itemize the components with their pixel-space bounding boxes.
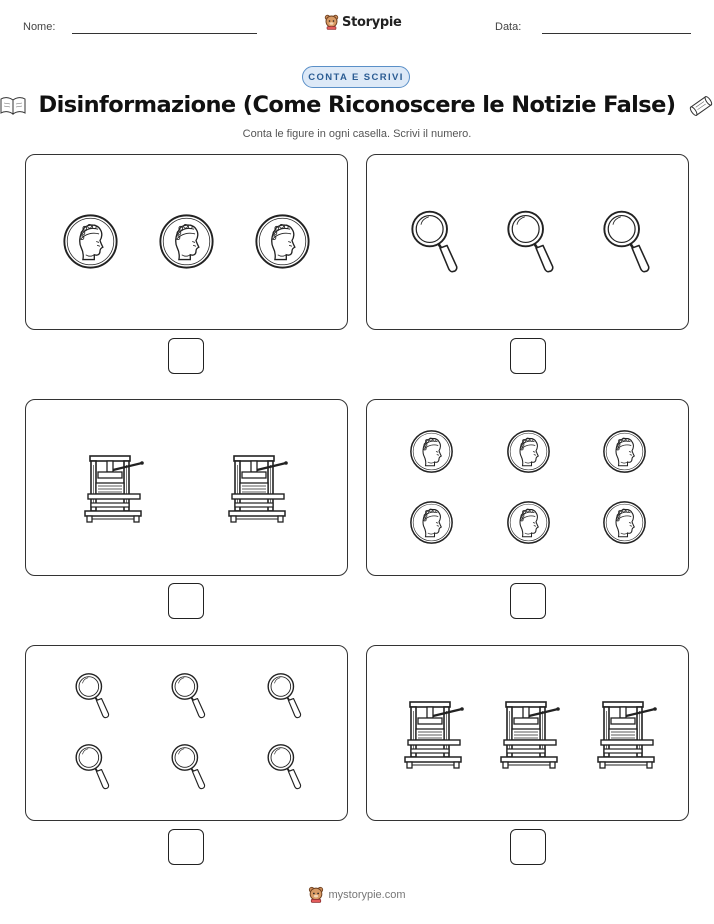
answer-box-1[interactable]: [168, 338, 204, 374]
printing-press-icon: [402, 699, 466, 769]
answer-box-4[interactable]: [510, 583, 546, 619]
date-line[interactable]: [542, 33, 691, 34]
worksheet-title: Disinformazione (Come Riconoscere le Notizie False): [38, 92, 676, 118]
answer-box-5[interactable]: [168, 829, 204, 865]
counting-panel-6: [366, 645, 689, 821]
printing-press-icon: [498, 699, 562, 769]
magnifying-glass-icon: [169, 668, 207, 724]
printing-press-icon: [82, 453, 146, 523]
name-line[interactable]: [72, 33, 257, 34]
magnifying-glass-icon: [73, 668, 111, 724]
magnifying-glass-icon: [600, 205, 652, 279]
counting-panel-3: [25, 399, 348, 576]
bear-mascot-icon: [308, 886, 324, 903]
coin-icon: [409, 429, 454, 474]
counting-panel-2: [366, 154, 689, 330]
brand-name: Storypie: [342, 14, 402, 30]
bear-mascot-icon: [324, 14, 339, 30]
scroll-icon: [688, 93, 714, 119]
printing-press-icon: [595, 699, 659, 769]
printing-press-icon: [226, 453, 290, 523]
magnifying-glass-icon: [265, 739, 303, 795]
date-label: Data:: [495, 21, 522, 33]
counting-panel-5: [25, 645, 348, 821]
activity-badge: CONTA E SCRIVI: [302, 66, 410, 88]
coin-icon: [409, 500, 454, 545]
coin-icon: [602, 500, 647, 545]
answer-box-2[interactable]: [510, 338, 546, 374]
answer-box-6[interactable]: [510, 829, 546, 865]
brand-logo: [324, 14, 402, 30]
magnifying-glass-icon: [73, 739, 111, 795]
coin-icon: [602, 429, 647, 474]
coin-icon: [506, 500, 551, 545]
coin-icon: [254, 213, 311, 270]
instructions: Conta le figure in ogni casella. Scrivi il numero.: [242, 128, 472, 140]
magnifying-glass-icon: [408, 205, 460, 279]
footer: [0, 886, 714, 903]
name-label: Nome:: [23, 21, 56, 33]
counting-panel-4: [366, 399, 689, 576]
footer-url[interactable]: mystorypie.com: [328, 888, 406, 901]
counting-panel-1: [25, 154, 348, 330]
coin-icon: [158, 213, 215, 270]
magnifying-glass-icon: [169, 739, 207, 795]
coin-icon: [506, 429, 551, 474]
magnifying-glass-icon: [504, 205, 556, 279]
coin-icon: [62, 213, 119, 270]
magnifying-glass-icon: [265, 668, 303, 724]
answer-box-3[interactable]: [168, 583, 204, 619]
